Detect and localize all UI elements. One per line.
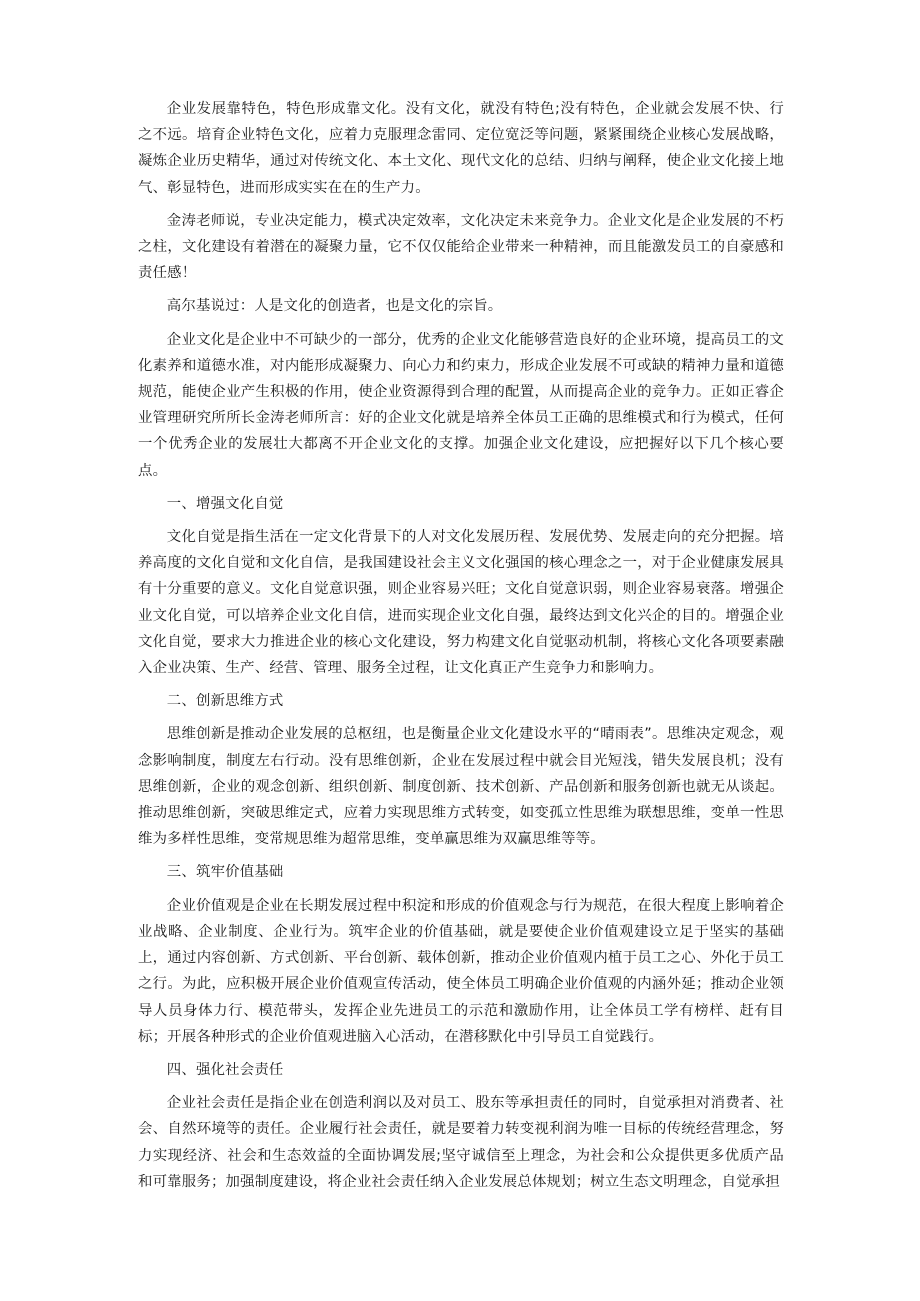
paragraph-section-4: 企业社会责任是指企业在创造利润以及对员工、股东等承担责任的同时，自觉承担对消费者、社会、自然环境等的责任。企业履行社会责任，就是要着力转变视利润为唯一目标的传统经营理念，努力实现经济、社会和生态效益的全面协调发展;坚守诚信至上理念，为社会和公众提供更多优质产品和可靠服务；加强制度建设，将企业社会责任纳入企业发展总体规划；树立生态文明理念，自觉承担 (138, 1095, 784, 1190)
paragraph-intro: 企业发展靠特色，特色形成靠文化。没有文化，就没有特色;没有特色，企业就会发展不快、行之不远。培育企业特色文化，应着力克服理念雷同、定位宽泛等问题，紧紧围绕企业核心发展战略，凝炼企业历史精华，通过对传统文化、本土文化、现代文化的总结、归纳与阐释，使企业文化接上地气、彰显特色，进而形成实实在在的生产力。 (138, 101, 784, 196)
paragraph-jintao-quote: 金涛老师说，专业决定能力，模式决定效率，文化决定未来竞争力。企业文化是企业发展的不朽之柱，文化建设有着潜在的凝聚力量，它不仅仅能给企业带来一种精神，而且能激发员工的自豪感和责任感！ (138, 212, 784, 282)
section-heading-4: 四、强化社会责任 (166, 1061, 284, 1078)
paragraph-gorky-quote: 高尔基说过：人是文化的创造者，也是文化的宗旨。 (166, 298, 503, 315)
paragraph-section-1: 文化自觉是指生活在一定文化背景下的人对文化发展历程、发展优势、发展走向的充分把握。培养高度的文化自觉和文化自信，是我国建设社会主义文化强国的核心理念之一，对于企业健康发展具有十分重要的意义。文化自觉意识强，则企业容易兴旺；文化自觉意识弱，则企业容易衰落。增强企业文化自觉，可以培养企业文化自信，进而实现企业文化自强，最终达到文化兴企的目的。增强企业文化自觉，要求大力推进企业的核心文化建设，努力构建文化自觉驱动机制，将核心文化各项要素融入企业决策、生产、经营、管理、服务全过程，让文化真正产生竞争力和影响力。 (138, 529, 784, 677)
document-body (138, 96, 784, 1202)
paragraph-section-2: 思维创新是推动企业发展的总枢纽，也是衡量企业文化建设水平的“晴雨表”。思维决定观念，观念影响制度，制度左右行动。没有思维创新，企业在发展过程中就会目光短浅，错失发展良机；没有思维创新，企业的观念创新、组织创新、制度创新、技术创新、产品创新和服务创新也就无从谈起。推动思维创新，突破思维定式，应着力实现思维方式转变，如变孤立性思维为联想思维，变单一性思维为多样性思维，变常规思维为超常思维，变单赢思维为双赢思维等等。 (138, 726, 784, 848)
paragraph-culture-importance: 企业文化是企业中不可缺少的一部分，优秀的企业文化能够营造良好的企业环境，提高员工的文化素养和道德水准，对内能形成凝聚力、向心力和约束力，形成企业发展不可或缺的精神力量和道德规范，能使企业产生积极的作用，使企业资源得到合理的配置，从而提高企业的竞争力。正如正睿企业管理研究所所长金涛老师所言：好的企业文化就是培养全体员工正确的思维模式和行为模式，任何一个优秀企业的发展壮大都离不开企业文化的支撑。加强企业文化建设，应把握好以下几个核心要点。 (138, 331, 784, 479)
section-heading-2: 二、创新思维方式 (166, 693, 284, 710)
paragraph-section-3: 企业价值观是企业在长期发展过程中积淀和形成的价值观念与行为规范，在很大程度上影响着企业战略、企业制度、企业行为。筑牢企业的价值基础，就是要使企业价值观建设立足于坚实的基础上，通过内容创新、方式创新、平台创新、载体创新，推动企业价值观内植于员工之心、外化于员工之行。为此，应积极开展企业价值观宣传活动，使全体员工明确企业价值观的内涵外延；推动企业领导人员身体力行、模范带头，发挥企业先进员工的示范和激励作用，让全体员工学有榜样、赶有目标；开展各种形式的企业价值观进脑入心活动，在潜移默化中引导员工自觉践行。 (138, 897, 784, 1045)
section-heading-1: 一、增强文化自觉 (166, 495, 284, 512)
section-heading-3: 三、筑牢价值基础 (166, 864, 284, 881)
